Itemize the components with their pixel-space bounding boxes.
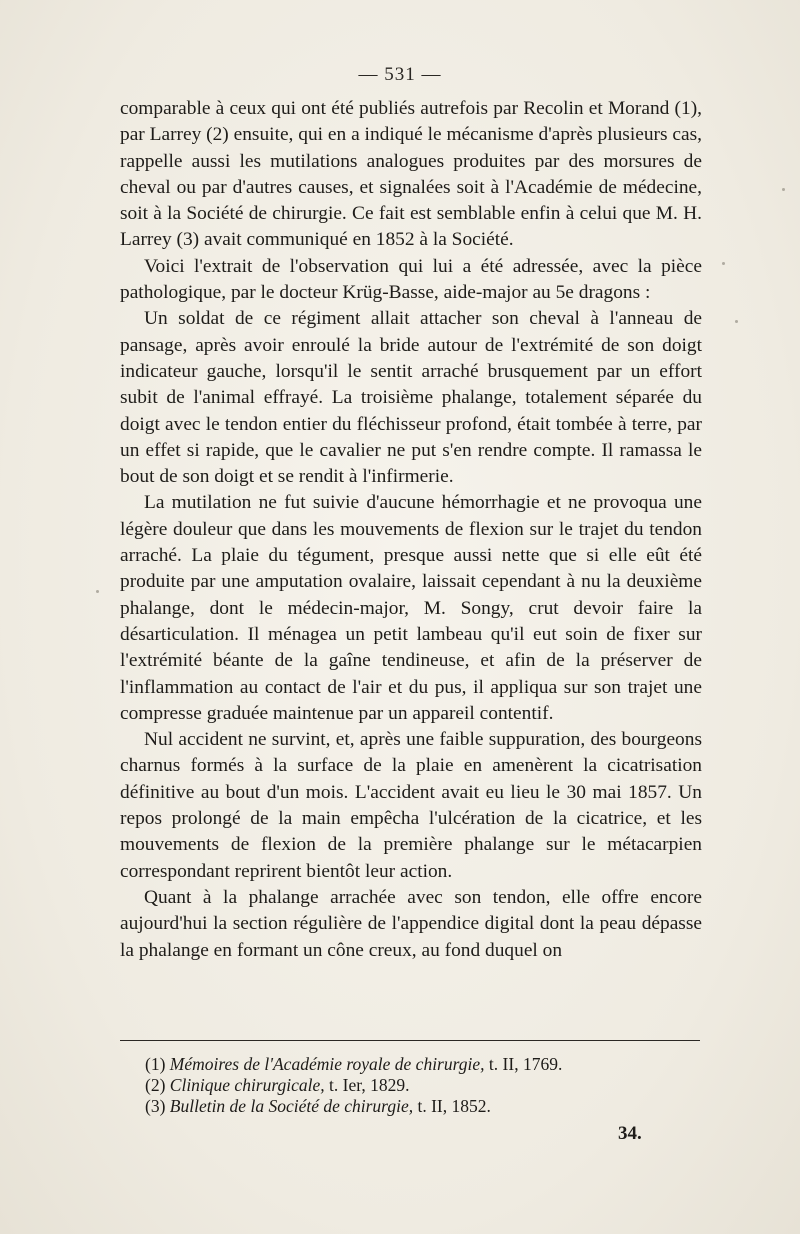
footnote-number: (2)	[145, 1075, 166, 1095]
paragraph-4: La mutilation ne fut suivie d'aucune hémorrhagie et ne provoqua une légère douleur que dans les mouvements de flexion sur le trajet du tendon arraché. La plaie du tégument, presque aussi nette que si elle eût été produite par une amputation ovalaire, laissait cependant à nu la deuxième phalange, dont le médecin-major, M. Songy, crut devoir faire la désarticulation. Il ménagea un petit lambeau qu'il eut soin de fixer sur l'extrémité béante de la gaîne tendineuse, et afin de la préserver de l'inflammation au contact de l'air et du pus, il appliqua sur son trajet une compresse graduée maintenue par un appareil contentif.	[120, 492, 702, 724]
paragraph-5: Nul accident ne survint, et, après une faible suppuration, des bourgeons charnus formés à la surface de la plaie en amenèrent la cicatrisation définitive au bout d'un mois. L'accident avait eu lieu le 30 mai 1857. Un repos prolongé de la main empêcha l'ulcération de la cicatrice, et les mouvements de flexion de la première phalange sur le métacarpien correspondant reprirent bientôt leur action.	[120, 729, 702, 882]
paragraph-6: Quant à la phalange arrachée avec son tendon, elle offre encore aujourd'hui la section régulière de l'appendice digital dont la peau dépasse la phalange en formant un cône creux, au fond duquel on	[120, 886, 702, 961]
body-text	[120, 96, 702, 964]
footnote-2	[145, 1075, 705, 1096]
footnote-reference: t. II, 1769.	[488, 1054, 563, 1074]
speck	[96, 590, 99, 593]
paragraph-3: Un soldat de ce régiment allait attacher son cheval à l'anneau de pansage, après avoir enroulé la bride autour de l'extrémité de son doigt indicateur gauche, lorsqu'il le sentit arraché brusquement par un effort subit de l'animal effrayé. La troisième phalange, totalement séparée du doigt avec le tendon entier du fléchisseur profond, était tombée à terre, par un effet si rapide, que le cavalier ne put s'en rendre compte. Il ramassa le bout de son doigt et se rendit à l'infirmerie.	[120, 308, 702, 488]
signature-mark: 34.	[618, 1123, 642, 1144]
speck	[782, 188, 785, 191]
speck	[735, 320, 738, 323]
footnote-divider	[120, 1040, 700, 1041]
footnote-title: Bulletin de la Société de chirurgie,	[169, 1096, 414, 1116]
speck	[722, 262, 725, 265]
paragraph-2: Voici l'extrait de l'observation qui lui a été adressée, avec la pièce pathologique, par le docteur Krüg-Basse, aide-major au 5e dragons :	[120, 255, 702, 304]
footnote-number: (3)	[145, 1096, 166, 1116]
paragraph-1: comparable à ceux qui ont été publiés autrefois par Recolin et Morand (1), par Larrey (2) ensuite, qui en a indiqué le mécanisme d'après plusieurs cas, rappelle aussi les mutilations analogues produites par des morsures de cheval ou par d'autres causes, et signalées soit à l'Académie de médecine, soit à la Société de chirurgie. Ce fait est semblable enfin à celui que M. H. Larrey (3) avait communiqué en 1852 à la Société.	[120, 98, 702, 251]
footnote-3	[145, 1096, 705, 1117]
page-number: — 531 —	[358, 64, 442, 85]
footnote-reference: t. II, 1852.	[417, 1096, 491, 1116]
footnote-title: Mémoires de l'Académie royale de chirurgie,	[169, 1054, 485, 1074]
footnote-title: Clinique chirurgicale,	[169, 1075, 325, 1095]
footnotes	[145, 1054, 705, 1117]
footnote-1	[145, 1054, 705, 1075]
footnote-number: (1)	[145, 1054, 166, 1074]
footnote-reference: t. Ier, 1829.	[329, 1075, 410, 1095]
